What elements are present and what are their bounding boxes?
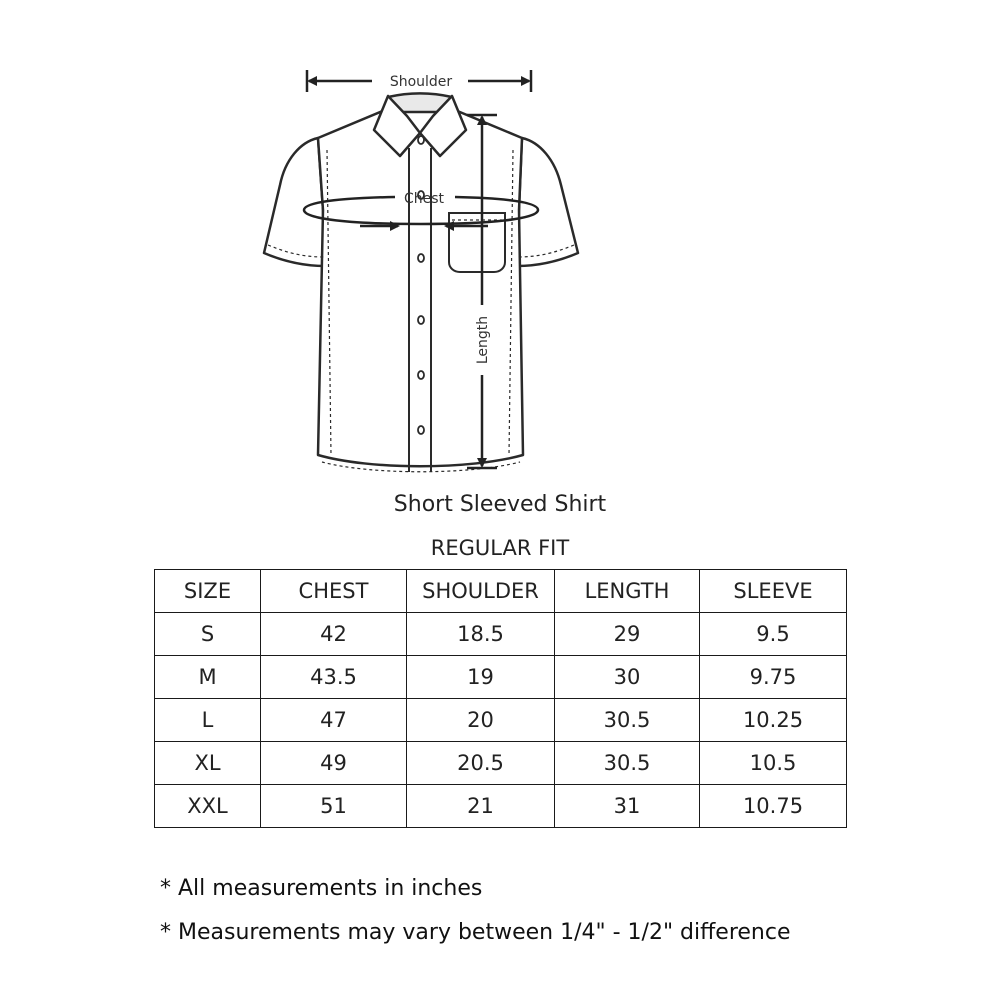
header-cell: CHEST	[261, 570, 407, 613]
shirt-outline	[264, 93, 578, 466]
sleeve-cell: 10.75	[700, 785, 847, 828]
length-cell: 31	[555, 785, 700, 828]
size-cell: XL	[155, 742, 261, 785]
size-cell: L	[155, 699, 261, 742]
header-cell: SIZE	[155, 570, 261, 613]
shoulder-cell: 20	[407, 699, 555, 742]
chest-cell: 42	[261, 613, 407, 656]
length-cell: 29	[555, 613, 700, 656]
table-row	[155, 699, 847, 742]
sleeve-cell: 10.5	[700, 742, 847, 785]
length-label: Length	[475, 315, 491, 365]
chest-cell: 49	[261, 742, 407, 785]
table-row	[155, 656, 847, 699]
size-cell: S	[155, 613, 261, 656]
chest-cell: 51	[261, 785, 407, 828]
header-cell: SLEEVE	[700, 570, 847, 613]
table-row	[155, 785, 847, 828]
chest-cell: 43.5	[261, 656, 407, 699]
units-note: * All measurements in inches	[160, 876, 483, 901]
sleeve-cell: 10.25	[700, 699, 847, 742]
shoulder-cell: 19	[407, 656, 555, 699]
sleeve-cell: 9.75	[700, 656, 847, 699]
table-row	[155, 742, 847, 785]
size-cell: XXL	[155, 785, 261, 828]
header-cell: SHOULDER	[407, 570, 555, 613]
shoulder-cell: 21	[407, 785, 555, 828]
chest-cell: 47	[261, 699, 407, 742]
chest-label: Chest	[403, 191, 445, 207]
table-row	[155, 613, 847, 656]
header-row	[155, 570, 847, 613]
fit-label: REGULAR FIT	[430, 536, 570, 560]
length-cell: 30.5	[555, 699, 700, 742]
length-cell: 30.5	[555, 742, 700, 785]
size-cell: M	[155, 656, 261, 699]
shoulder-label: Shoulder	[389, 74, 453, 90]
shoulder-cell: 18.5	[407, 613, 555, 656]
size-chart-table	[154, 569, 847, 828]
shirt-diagram	[0, 0, 1000, 490]
length-cell: 30	[555, 656, 700, 699]
garment-title: Short Sleeved Shirt	[393, 492, 607, 517]
sleeve-cell: 9.5	[700, 613, 847, 656]
header-cell: LENGTH	[555, 570, 700, 613]
variance-note: * Measurements may vary between 1/4" - 1/2" difference	[160, 920, 791, 945]
shoulder-cell: 20.5	[407, 742, 555, 785]
